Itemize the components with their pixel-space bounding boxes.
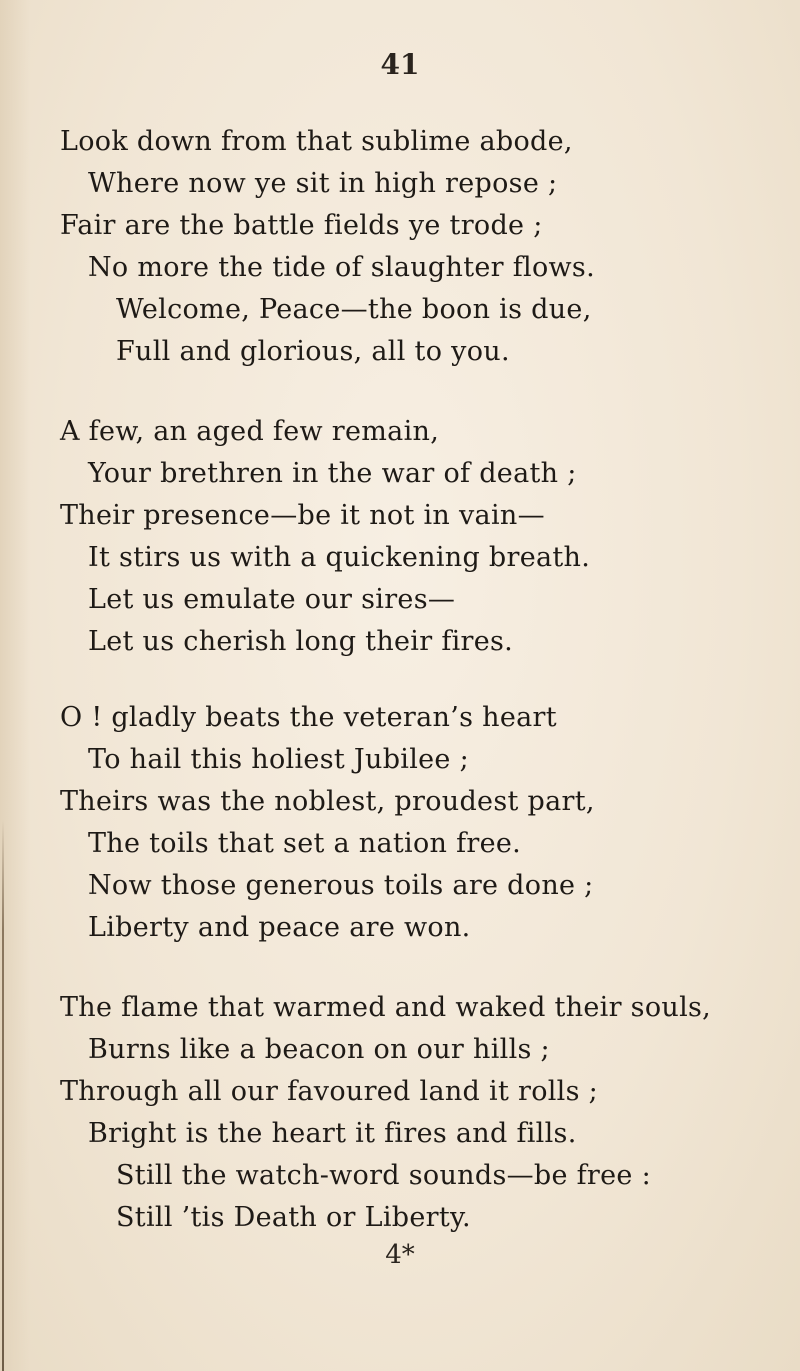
poem-line: Their presence—be it not in vain—: [60, 500, 545, 531]
page-edge-line: [2, 820, 4, 1371]
poem-line: Bright is the heart it fires and fills.: [88, 1118, 577, 1149]
poem-line: The flame that warmed and waked their souls,: [60, 992, 712, 1023]
poem-line: Where now ye sit in high repose ;: [88, 168, 558, 199]
poem-line: O ! gladly beats the veteran’s heart: [60, 702, 557, 733]
poem-line: No more the tide of slaughter flows.: [88, 252, 595, 283]
poem-line: Theirs was the noblest, proudest part,: [60, 786, 595, 817]
poem-line: Look down from that sublime abode,: [60, 126, 573, 157]
poem-line: Full and glorious, all to you.: [116, 336, 510, 367]
poem-line: The toils that set a nation free.: [88, 828, 522, 859]
poem-line: Now those generous toils are done ;: [88, 870, 594, 901]
poem-line: Let us emulate our sires—: [88, 584, 456, 615]
poem-line: It stirs us with a quickening breath.: [88, 542, 591, 573]
page-number: 41: [380, 48, 420, 81]
poem-line: Still ’tis Death or Liberty.: [116, 1202, 471, 1233]
poem-line: Your brethren in the war of death ;: [88, 458, 577, 489]
poem-line: Let us cherish long their fires.: [88, 626, 514, 657]
poem-line: Liberty and peace are won.: [88, 912, 471, 943]
poem-line: Through all our favoured land it rolls ;: [60, 1076, 599, 1107]
poem-line: Burns like a beacon on our hills ;: [88, 1034, 550, 1065]
signature-mark: 4*: [385, 1240, 415, 1270]
page-edge-shadow: [0, 0, 30, 1371]
poem-line: Fair are the battle fields ye trode ;: [60, 210, 543, 241]
poem-line: A few, an aged few remain,: [60, 416, 440, 447]
poem-line: Welcome, Peace—the boon is due,: [116, 294, 592, 325]
poem-line: To hail this holiest Jubilee ;: [88, 744, 469, 775]
poem-line: Still the watch-word sounds—be free :: [116, 1160, 651, 1191]
